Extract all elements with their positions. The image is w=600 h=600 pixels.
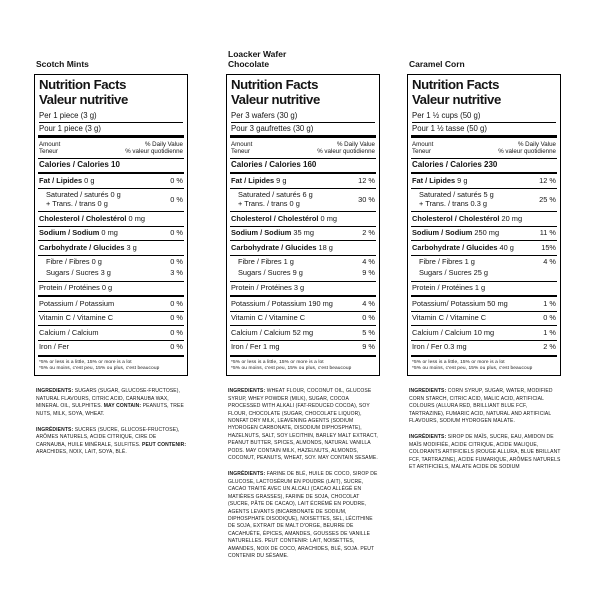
nutrient-label: Fat / Lipides 9 g [412, 175, 468, 185]
nutrient-label: Potassium / Potassium 190 mg [231, 298, 333, 308]
daily-value-en: % Daily Value [144, 140, 183, 148]
nutrient-label: Cholesterol / Cholestérol 20 mg [412, 213, 523, 223]
footnote-en: *5% or less is a little, 15% or more is a lot [412, 359, 505, 365]
nutrient-label: Vitamin C / Vitamine C [39, 313, 114, 323]
nutrient-row [38, 174, 184, 189]
serving-en: Per 1 piece (3 g) [39, 110, 97, 120]
daily-value-en: % Daily Value [336, 140, 375, 148]
nutrient-row [411, 227, 557, 242]
footnote-en: *5% or less is a little, 15% or more is a lot [231, 359, 324, 365]
nutrient-row [38, 159, 184, 175]
daily-value-percent: 12 % [539, 175, 556, 185]
ingredients-en: INGREDIENTS: CORN SYRUP, SUGAR, WATER, MODIFIED CORN STARCH, CITRIC ACID, MALIC ACID, ARTIFICIAL COLOURS (ALLURA RED, BRILLIANT BLUE FCF, TARTRAZINE), FUMARIC ACID, NATURAL AND ARTIFICIAL FLAVOURS, SODIUM HYDROGEN MALATE. [409, 388, 553, 425]
nutrient-label: Carbohydrate / Glucides 3 g [39, 242, 137, 252]
nutrient-rows [411, 159, 557, 357]
panel-caramel-corn [407, 45, 561, 471]
nutrient-label: Potassium / Potassium [39, 298, 115, 308]
nutrient-row [38, 312, 184, 327]
amount-en: Amount [231, 140, 253, 148]
nft-heading-en: Nutrition Facts [412, 77, 500, 92]
nutrient-label: Iron / Fer 1 mg [231, 342, 280, 352]
nutrient-row [230, 256, 376, 267]
nutrient-label: Iron / Fer 0.3 mg [412, 342, 467, 352]
daily-value-fr: % valeur quotidienne [125, 147, 183, 155]
daily-value-fr: % valeur quotidienne [498, 147, 556, 155]
daily-value-percent: 3 % [170, 268, 183, 278]
daily-value-percent: 2 % [362, 228, 375, 238]
daily-value-percent: 0 % [543, 313, 556, 323]
nutrient-row [230, 282, 376, 298]
product-title-line1: Scotch Mints [36, 59, 89, 69]
nutrient-label: Calories / Calories 160 [231, 159, 317, 169]
nutrient-rows [230, 159, 376, 357]
nutrient-label: Cholesterol / Cholestérol 0 mg [231, 213, 337, 223]
serving-en: Per 1 ½ cups (50 g) [412, 110, 481, 120]
nutrient-row [411, 282, 557, 298]
daily-value-percent: 15% [541, 242, 556, 252]
daily-value-label [125, 141, 183, 155]
amount-label [231, 141, 252, 155]
nutrient-row [230, 297, 376, 312]
nutrient-row [230, 174, 376, 189]
nutrient-label: Fibre / Fibres 0 g [46, 257, 102, 267]
daily-value-percent: 30 % [358, 194, 375, 204]
product-title-line1: Caramel Corn [409, 59, 465, 69]
amount-header [411, 138, 557, 158]
product-title-line2: Chocolate [228, 59, 270, 69]
nutrition-facts-table [34, 74, 188, 376]
nft-heading-en: Nutrition Facts [231, 77, 319, 92]
footnote [230, 357, 376, 376]
daily-value-percent: 5 % [362, 327, 375, 337]
nft-heading-fr: Valeur nutritive [39, 91, 128, 107]
nft-heading [411, 75, 557, 109]
nutrient-label: Potassium/ Potassium 50 mg [412, 298, 508, 308]
nutrient-row [38, 282, 184, 298]
nutrient-row [411, 267, 557, 282]
daily-value-percent: 0 % [170, 342, 183, 352]
daily-value-percent: 0 % [170, 228, 183, 238]
daily-value-label [317, 141, 375, 155]
nutrient-row [230, 267, 376, 282]
footnote [411, 357, 557, 376]
amount-label [39, 141, 60, 155]
daily-value-percent: 9 % [362, 268, 375, 278]
amount-fr: Teneur [231, 147, 250, 155]
daily-value-percent: 0 % [170, 313, 183, 323]
nutrient-label: Cholesterol / Cholestérol 0 mg [39, 213, 145, 223]
nutrient-label: Calcium / Calcium 52 mg [231, 327, 314, 337]
nft-heading-fr: Valeur nutritive [412, 91, 501, 107]
serving-fr: Pour 1 ½ tasse (50 g) [412, 122, 556, 136]
nutrient-row [230, 212, 376, 227]
nutrient-label: Fat / Lipides 0 g [39, 175, 95, 185]
nutrient-row [230, 227, 376, 242]
daily-value-percent: 12 % [358, 175, 375, 185]
nutrient-label: Carbohydrate / Glucides 40 g [412, 242, 514, 252]
daily-value-percent: 4 % [362, 257, 375, 267]
product-title [407, 45, 561, 69]
daily-value-percent: 0 % [170, 257, 183, 267]
nutrient-row [411, 256, 557, 267]
daily-value-label [498, 141, 556, 155]
ingredients-en: INGREDIENTS: SUGARS (SUGAR, GLUCOSE-FRUCTOSE), NATURAL FLAVOURS, CITRIC ACID, CARNAUBA WAX, MINERAL OIL, SULPHITES. MAY CONTAIN: PEANUTS, TREE NUTS, MILK, SOYA, WHEAT. [36, 388, 184, 417]
nutrient-row [411, 326, 557, 341]
serving-size [411, 109, 557, 135]
daily-value-percent: 1 % [543, 298, 556, 308]
amount-en: Amount [39, 140, 61, 148]
nutrient-row [411, 312, 557, 327]
amount-label [412, 141, 433, 155]
nutrient-row [38, 341, 184, 357]
nutrient-label: Vitamin C / Vitamine C [231, 313, 306, 323]
nutrient-row [411, 174, 557, 189]
footnote-en: *5% or less is a little, 15% or more is a lot [39, 359, 132, 365]
product-title [226, 45, 380, 69]
nutrient-row [38, 189, 184, 212]
nutrient-label: Iron / Fer [39, 342, 69, 352]
nutrient-label: Protein / Protéines 3 g [231, 283, 305, 293]
serving-size [230, 109, 376, 135]
nutrient-label: Carbohydrate / Glucides 18 g [231, 242, 333, 252]
nutrient-row [230, 241, 376, 256]
nutrient-row [230, 159, 376, 175]
nutrition-facts-table [407, 74, 561, 376]
nutrient-row [411, 241, 557, 256]
footnote-fr: *5% ou moins, c'est peu, 15% ou plus, c'est beaucoup [231, 365, 352, 371]
nutrition-facts-table [226, 74, 380, 376]
nutrient-label: Saturated / saturés 0 g + Trans. / trans 0 g [46, 190, 121, 208]
panel-scotch-mints [34, 45, 188, 457]
nft-heading-en: Nutrition Facts [39, 77, 127, 92]
nutrient-row [411, 212, 557, 227]
nutrient-label: Vitamin C / Vitamine C [412, 313, 487, 323]
ingredients-fr: INGRÉDIENTS: FARINE DE BLÉ, HUILE DE COCO, SIROP DE GLUCOSE, LACTOSÉRUM EN POUDRE (LAIT), SUCRE, CACAO TRAITÉ AVEC UN ALCALI (CACAO ALLÉGÉ EN MATIÈRES GRASSES), FARINE DE SOJA, CHOCOLAT (SUCRE, PÂTE DE CACAO), LAIT ÉCRÉMÉ EN POUDRE, AGENTS LEVANTS (BICARBONATE DE SODIUM, DIPHOSPHATE DISODIQUE), NOISETTES, SEL, LÉCITHINE DE SOJA, EXTRAIT DE MALT D'ORGE, BEURRE DE CACAHUÈTE, ÉPICES, AMANDES, GOUSSES DE VANILLE NATURELLES. PEUT CONTENIR: LAIT, NOISETTES, AMANDES, NOIX DE COCO, ARACHIDES, BLÉ, SOJA. PEUT CONTENIR DU SÉSAME. [228, 471, 378, 559]
daily-value-percent: 0 % [170, 327, 183, 337]
nutrient-label: Fibre / Fibres 1 g [419, 257, 475, 267]
amount-en: Amount [412, 140, 434, 148]
nft-heading [38, 75, 184, 109]
daily-value-percent: 25 % [539, 194, 556, 204]
nutrient-row [411, 159, 557, 175]
amount-fr: Teneur [412, 147, 431, 155]
panel-loacker-wafer-chocolate [226, 45, 380, 560]
nutrient-row [38, 267, 184, 282]
nutrient-row [38, 297, 184, 312]
nft-heading-fr: Valeur nutritive [231, 91, 320, 107]
daily-value-percent: 0 % [170, 194, 183, 204]
ingredients-en: INGREDIENTS: WHEAT FLOUR, COCONUT OIL, GLUCOSE SYRUP, WHEY POWDER (MILK), SUGAR, COCOA PROCESSED WITH ALKALI (FAT-REDUCED COCOA), SOY FLOUR, CHOCOLATE (SUGAR, CHOCOLATE LIQUOR), NONFAT DRY MILK, LEAVENING AGENTS (SODIUM HYDROGEN CARBONATE, DISODIUM DIPHOSPHATE), HAZELNUTS, SALT, SOY LECITHIN, BARLEY MALT EXTRACT, PEANUT BUTTER, SPICES, ALMONDS, NATURAL VANILLA PODS. MAY CONTAIN MILK, HAZELNUTS, ALMONDS, COCONUT, PEANUTS, WHEAT, SOY. MAY CONTAIN SESAME. [228, 388, 378, 462]
nutrient-label: Sodium / Sodium 0 mg [39, 228, 118, 238]
nutrient-row [230, 326, 376, 341]
nutrient-row [38, 256, 184, 267]
nft-heading [230, 75, 376, 109]
serving-size [38, 109, 184, 135]
nutrient-rows [38, 159, 184, 357]
daily-value-percent: 0 % [170, 298, 183, 308]
nutrient-label: Fat / Lipides 9 g [231, 175, 287, 185]
amount-header [38, 138, 184, 158]
amount-header [230, 138, 376, 158]
nutrient-row [38, 212, 184, 227]
nutrient-label: Calories / Calories 10 [39, 159, 120, 169]
nutrient-label: Sugars / Sucres 25 g [419, 268, 489, 278]
nutrient-label: Sodium / Sodium 250 mg [412, 228, 500, 238]
daily-value-percent: 9 % [362, 342, 375, 352]
nutrient-row [411, 189, 557, 212]
product-title-line1: Loacker Wafer [228, 49, 287, 59]
daily-value-percent: 0 % [170, 175, 183, 185]
footnote-fr: *5% ou moins, c'est peu, 15% ou plus, c'est beaucoup [39, 365, 160, 371]
nutrient-label: Sugars / Sucres 3 g [46, 268, 111, 278]
ingredients-fr: INGRÉDIENTS: SUCRES (SUCRE, GLUCOSE-FRUCTOSE), ARÔMES NATURELS, ACIDE CITRIQUE, CIRE DE CARNAUBA, HUILE MINÉRALE, SULFITES. PEUT CONTENIR: ARACHIDES, NOIX, LAIT, SOYA, BLÉ. [36, 427, 187, 456]
nutrient-row [411, 297, 557, 312]
nutrient-row [230, 341, 376, 357]
daily-value-fr: % valeur quotidienne [317, 147, 375, 155]
nutrient-label: Saturated / saturés 5 g + Trans. / trans 0.3 g [419, 190, 494, 208]
nutrient-label: Calories / Calories 230 [412, 159, 498, 169]
footnote [38, 357, 184, 376]
nutrient-label: Sodium / Sodium 35 mg [231, 228, 314, 238]
daily-value-percent: 11 % [539, 228, 556, 238]
daily-value-percent: 0 % [362, 313, 375, 323]
ingredients-fr: INGRÉDIENTS: SIROP DE MAÏS, SUCRE, EAU, AMIDON DE MAÏS MODIFIÉE, ACIDE CITRIQUE, ACIDE MALIQUE, COLORANTS ARTIFICIELS (ROUGE ALLURA, BLUE BRILLANT FCF, TARTRAZINE), ACIDE FUMARIQUE, ARÔMES NATURELS ET ARTIFICIELS, MALATE ACIDE DE SODIUM [409, 434, 561, 471]
nutrient-label: Protein / Protéines 0 g [39, 283, 113, 293]
nutrient-label: Calcium / Calcium [39, 327, 99, 337]
serving-fr: Pour 1 piece (3 g) [39, 122, 183, 136]
nutrient-row [411, 341, 557, 357]
daily-value-en: % Daily Value [517, 140, 556, 148]
daily-value-percent: 1 % [543, 327, 556, 337]
serving-fr: Pour 3 gaufrettes (30 g) [231, 122, 375, 136]
nutrient-row [230, 189, 376, 212]
daily-value-percent: 2 % [543, 342, 556, 352]
daily-value-percent: 4 % [362, 298, 375, 308]
amount-fr: Teneur [39, 147, 58, 155]
daily-value-percent: 4 % [543, 257, 556, 267]
nutrient-label: Protein / Protéines 1 g [412, 283, 486, 293]
nutrient-row [38, 326, 184, 341]
product-title [34, 45, 188, 69]
nutrient-label: Fibre / Fibres 1 g [238, 257, 294, 267]
footnote-fr: *5% ou moins, c'est peu, 15% ou plus, c'est beaucoup [412, 365, 533, 371]
nutrient-row [38, 227, 184, 242]
nutrient-label: Sugars / Sucres 9 g [238, 268, 303, 278]
serving-en: Per 3 wafers (30 g) [231, 110, 298, 120]
nutrient-row [38, 241, 184, 256]
nutrient-row [230, 312, 376, 327]
nutrient-label: Saturated / saturés 6 g + Trans. / trans 0 g [238, 190, 313, 208]
nutrient-label: Calcium / Calcium 10 mg [412, 327, 495, 337]
